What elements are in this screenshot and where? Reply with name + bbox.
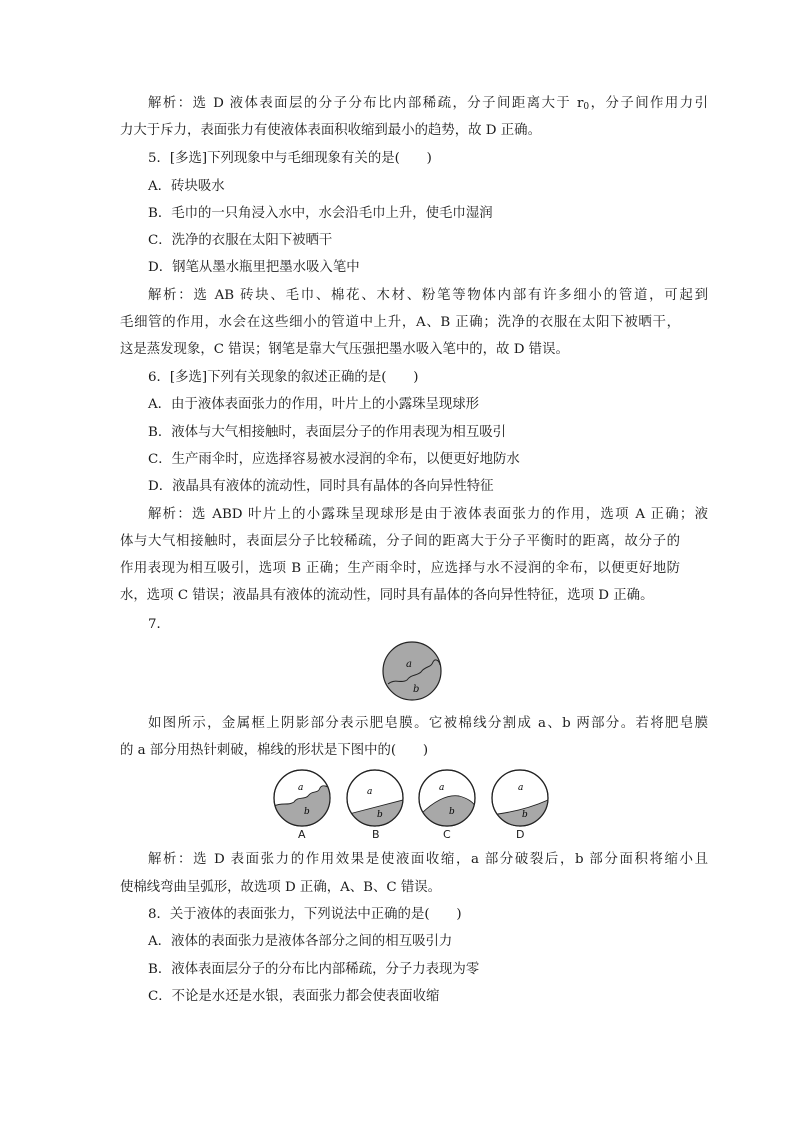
soap-film-frame [383,642,441,700]
svg-text:b: b [304,807,310,817]
q8-stem: 8．关于液体的表面张力，下列说法中正确的是( ) [148,907,462,922]
q8-option-b: B．液体表面层分子的分布比内部稀疏，分子力表现为零 [148,962,480,977]
svg-text:b: b [522,810,528,820]
svg-text:a: a [439,783,445,793]
q6-answer-line-3: 作用表现为相互吸引，选项 B 正确；生产雨伞时，应选择与水不浸润的伞布，以便更好地防 [120,561,680,576]
q5-option-d: D．钢笔从墨水瓶里把墨水吸入笔中 [148,260,360,275]
svg-text:a: a [367,787,373,797]
q5-stem: 5．[多选]下列现象中与毛细现象有关的是( ) [148,151,432,166]
q6-option-c: C．生产雨伞时，应选择容易被水浸润的伞布，以便更好地防水 [148,452,520,467]
q7-answer-line-1: 解析：选 D 表面张力的作用效果是使液面收缩，a 部分破裂后，b 部分面积将缩小且 [148,852,708,867]
q7-main-figure [381,640,443,702]
svg-text:a: a [518,783,524,793]
q7-stem-line-1: 如图所示，金属框上阴影部分表示肥皂膜。它被棉线分割成 a、b 两部分。若将肥皂膜 [148,716,708,731]
q7-choice-a-label: A [298,828,306,841]
q7-choice-c-figure [417,768,477,828]
q5-answer-line-2: 毛细管的作用，水会在这些细小的管道中上升，A、B 正确；洗净的衣服在太阳下被晒干， [120,315,680,330]
q7-choice-a-figure [272,768,332,828]
svg-text:b: b [449,807,455,817]
q4-answer-line-1: 解析：选 D 液体表面层的分子分布比内部稀疏，分子间距离大于 $r_0$，分子间作用力引 [148,96,709,112]
region-a-label: a [406,659,412,670]
q5-option-c: C．洗净的衣服在太阳下被晒干 [148,233,333,248]
q7-choice-b-label: B [372,828,380,841]
q7-choice-d-label: D [516,828,525,841]
q7-choice-c-label: C [443,828,451,841]
q5-answer-line-1: 解析：选 AB 砖块、毛巾、棉花、木材、粉笔等物体内部有许多细小的管道，可起到 [148,288,708,303]
q5-option-b: B．毛巾的一只角浸入水中，水会沿毛巾上升，使毛巾湿润 [148,206,493,221]
q5-option-a: A．砖块吸水 [148,179,225,194]
q6-option-a: A．由于液体表面张力的作用，叶片上的小露珠呈现球形 [148,397,480,412]
q6-option-b: B．液体与大气相接触时，表面层分子的作用表现为相互吸引 [148,425,506,440]
q7-number: 7． [148,617,170,632]
q5-answer-line-3: 这是蒸发现象，C 错误；钢笔是靠大气压强把墨水吸入笔中的，故 D 错误。 [120,342,569,357]
q8-option-a: A．液体的表面张力是液体各部分之间的相互吸引力 [148,934,453,949]
q6-answer-line-4: 水，选项 C 错误；液晶具有液体的流动性，同时具有晶体的各向异性特征，选项 D 正确。 [120,588,654,603]
q6-option-d: D．液晶具有液体的流动性，同时具有晶体的各向异性特征 [148,479,494,494]
q7-choice-d-figure [490,768,550,828]
q7-answer-line-2: 使棉线弯曲呈弧形，故选项 D 正确，A、B、C 错误。 [120,880,442,895]
q6-answer-line-2: 体与大气相接触时，表面层分子比较稀疏，分子间的距离大于分子平衡时的距离，故分子的 [120,534,680,549]
svg-text:b: b [377,810,383,820]
q7-stem-line-2: 的 a 部分用热针刺破，棉线的形状是下图中的( ) [120,743,429,758]
q6-stem: 6．[多选]下列有关现象的叙述正确的是( ) [148,370,419,385]
q6-answer-line-1: 解析：选 ABD 叶片上的小露珠呈现球形是由于液体表面张力的作用，选项 A 正确；液 [148,507,708,522]
q8-option-c: C．不论是水还是水银，表面张力都会使表面收缩 [148,989,440,1004]
region-b-label: b [413,684,420,695]
q7-choice-b-figure [345,768,405,828]
q4-answer-line-2: 力大于斥力，表面张力有使液体表面积收缩到最小的趋势，故 D 正确。 [120,123,541,138]
svg-text:a: a [298,783,304,793]
